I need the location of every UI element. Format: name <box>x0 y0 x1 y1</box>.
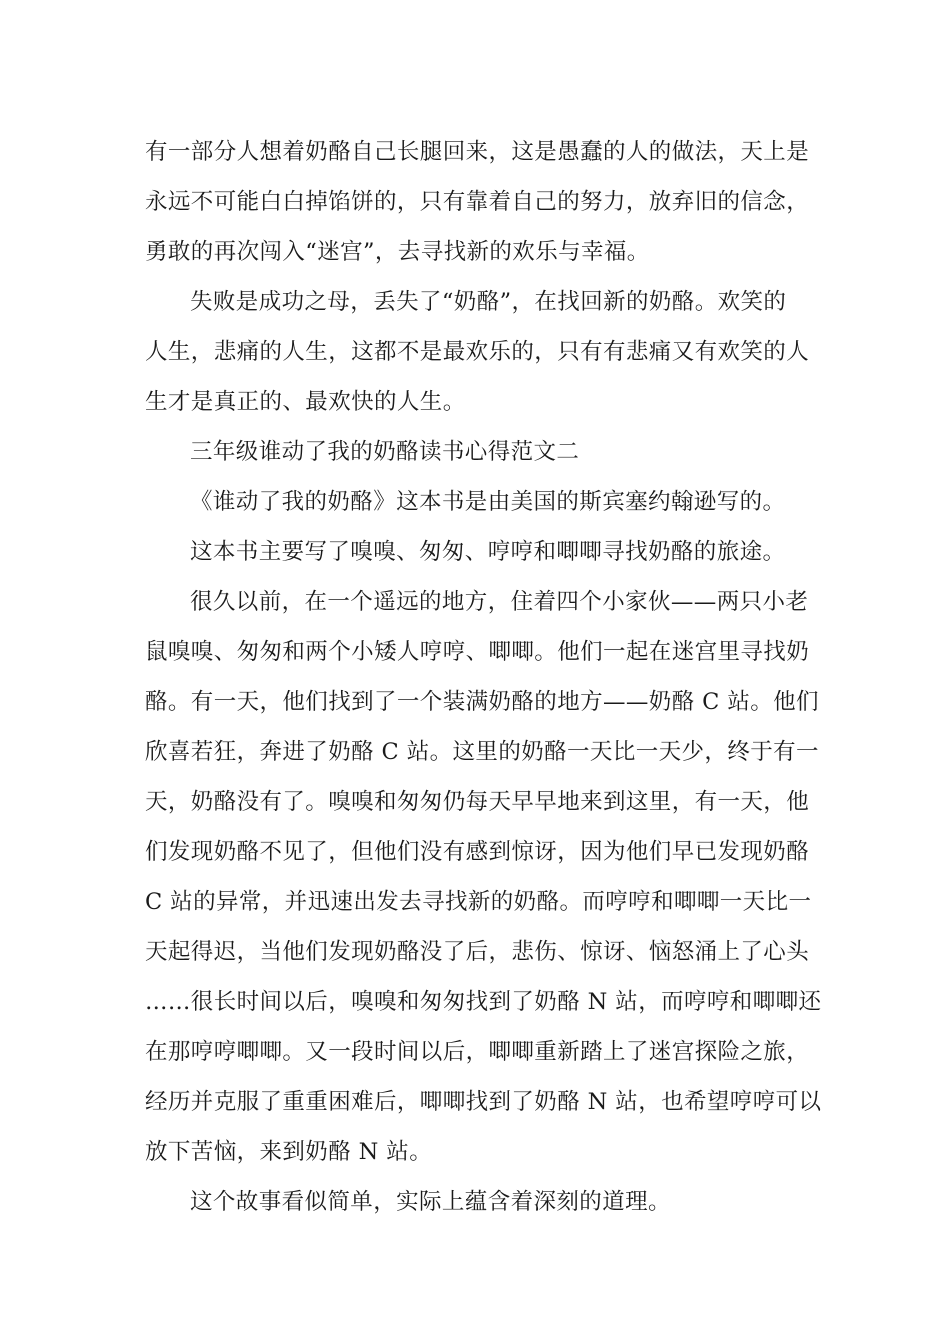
section-heading: 三年级谁动了我的奶酪读书心得范文二 <box>190 439 580 465</box>
text-line: 欣喜若狂，奔进了奶酪 C 站。这里的奶酪一天比一天少，终于有一 <box>145 739 819 765</box>
text-line: 生才是真正的、最欢快的人生。 <box>145 389 466 415</box>
text-line: 天起得迟，当他们发现奶酪没了后，悲伤、惊讶、恼怒涌上了心头 <box>145 939 810 965</box>
text-line: ……很长时间以后，嗅嗅和匆匆找到了奶酪 N 站，而哼哼和唧唧还 <box>145 989 822 1015</box>
text-line: 永远不可能白白掉馅饼的，只有靠着自己的努力，放弃旧的信念， <box>145 189 810 215</box>
text-line: 酪。有一天，他们找到了一个装满奶酪的地方——奶酪 C 站。他们 <box>145 689 819 715</box>
text-line: 有一部分人想着奶酪自己长腿回来，这是愚蠢的人的做法，天上是 <box>145 139 810 165</box>
text-line: 们发现奶酪不见了，但他们没有感到惊讶，因为他们早已发现奶酪 <box>145 839 810 865</box>
text-line: 《谁动了我的奶酪》这本书是由美国的斯宾塞约翰逊写的。 <box>190 489 786 515</box>
text-line: 勇敢的再次闯入“迷宫”，去寻找新的欢乐与幸福。 <box>145 239 650 265</box>
text-line: 这个故事看似简单，实际上蕴含着深刻的道理。 <box>190 1189 671 1215</box>
text-line: 失败是成功之母，丢失了“奶酪”，在找回新的奶酪。欢笑的 <box>190 289 787 315</box>
text-line: 在那哼哼唧唧。又一段时间以后，唧唧重新踏上了迷宫探险之旅， <box>145 1039 810 1065</box>
text-line: 经历并克服了重重困难后，唧唧找到了奶酪 N 站，也希望哼哼可以 <box>145 1089 822 1115</box>
text-line: 天，奶酪没有了。嗅嗅和匆匆仍每天早早地来到这里，有一天，他 <box>145 789 810 815</box>
text-line: 鼠嗅嗅、匆匆和两个小矮人哼哼、唧唧。他们一起在迷宫里寻找奶 <box>145 639 810 665</box>
text-line: 很久以前，在一个遥远的地方，住着四个小家伙——两只小老 <box>190 589 809 615</box>
text-line: 这本书主要写了嗅嗅、匆匆、哼哼和唧唧寻找奶酪的旅途。 <box>190 539 786 565</box>
text-line: 人生，悲痛的人生，这都不是最欢乐的，只有有悲痛又有欢笑的人 <box>145 339 810 365</box>
text-line: C 站的异常，并迅速出发去寻找新的奶酪。而哼哼和唧唧一天比一 <box>145 889 812 915</box>
text-line: 放下苦恼，来到奶酪 N 站。 <box>145 1139 433 1165</box>
